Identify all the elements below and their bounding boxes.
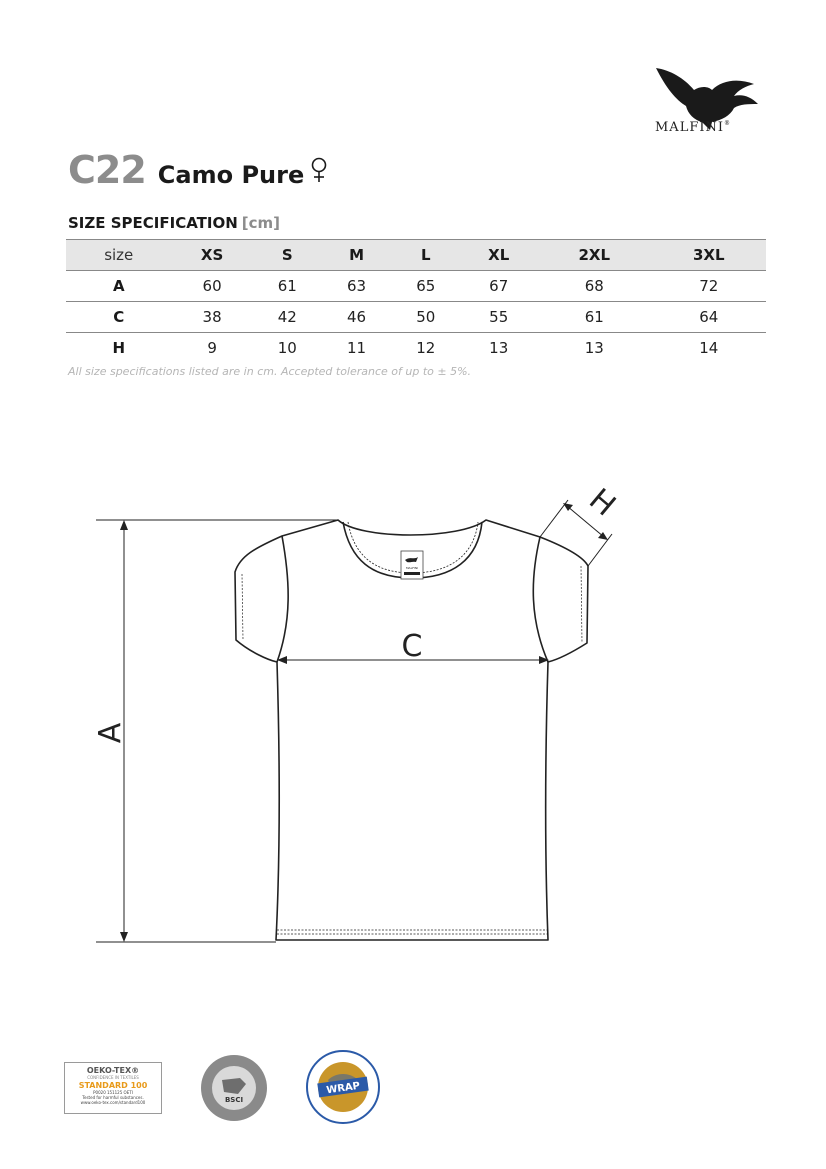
table-row <box>66 302 766 333</box>
table-cell: 50 <box>416 308 436 326</box>
table-cell: 11 <box>346 339 367 357</box>
measurement-h-label: H <box>582 482 622 524</box>
tshirt-measurement-diagram <box>0 470 826 970</box>
table-cell: 38 <box>202 308 222 326</box>
svg-text:WRAP: WRAP <box>325 1080 361 1097</box>
table-cell: 63 <box>346 277 367 295</box>
size-header-xs: XS <box>200 246 224 264</box>
table-cell: 67 <box>489 277 509 295</box>
table-row <box>66 333 766 364</box>
size-header-xl: XL <box>488 246 510 264</box>
table-cell: 10 <box>277 339 297 357</box>
table-cell: 14 <box>699 339 719 357</box>
table-cell: 13 <box>584 339 604 357</box>
female-symbol-icon <box>310 157 328 183</box>
table-cell: 72 <box>699 277 719 295</box>
table-cell: 9 <box>207 339 217 357</box>
table-cell: 55 <box>489 308 509 326</box>
row-label: H <box>112 339 126 357</box>
left-sleeve-seam <box>277 536 288 662</box>
table-cell: 46 <box>346 308 367 326</box>
size-column-header: size <box>104 246 134 264</box>
size-specification-heading: SIZE SPECIFICATION [cm] <box>68 214 280 232</box>
measurement-a-label: A <box>93 722 128 744</box>
unit-label: [cm] <box>241 214 280 232</box>
oeko-tex-badge: OEKO-TEX® CONFIDENCE IN TEXTILES STANDARD 100 P0020 151125 OETI Tested for harmful substances. www.oeko-tex.com/standard100 <box>64 1062 162 1114</box>
table-header-row <box>66 240 766 271</box>
table-cell: 60 <box>202 277 222 295</box>
table-cell: 42 <box>277 308 297 326</box>
row-label: C <box>113 308 125 326</box>
size-header-s: S <box>281 246 293 264</box>
svg-text:MALFINI: MALFINI <box>405 566 419 570</box>
size-header-3xl: 3XL <box>692 246 725 264</box>
table-cell: 68 <box>584 277 604 295</box>
svg-text:BSCI: BSCI <box>224 1096 244 1104</box>
measurement-c-label: C <box>401 629 423 664</box>
table-cell: 13 <box>489 339 509 357</box>
product-name: Camo Pure <box>157 161 305 189</box>
product-title <box>68 148 328 192</box>
tolerance-note: All size specifications listed are in cm. Accepted tolerance of up to ± 5%. <box>68 365 472 378</box>
wrap-seal-icon <box>306 1050 380 1124</box>
size-header-m: M <box>349 246 364 264</box>
table-cell: 64 <box>699 308 719 326</box>
size-header-l: L <box>421 246 431 264</box>
table-cell: 12 <box>416 339 436 357</box>
table-cell: 65 <box>416 277 436 295</box>
brand-name: MALFINI® <box>655 120 731 135</box>
size-table <box>66 239 766 363</box>
table-cell: 61 <box>584 308 604 326</box>
table-row <box>66 271 766 302</box>
neck-tag <box>401 551 423 579</box>
right-sleeve-seam <box>533 537 548 662</box>
product-code: C22 <box>68 148 146 192</box>
bsci-seal-icon <box>200 1054 268 1122</box>
size-header-2xl: 2XL <box>578 246 611 264</box>
row-label: A <box>112 277 125 295</box>
table-cell: 61 <box>277 277 297 295</box>
